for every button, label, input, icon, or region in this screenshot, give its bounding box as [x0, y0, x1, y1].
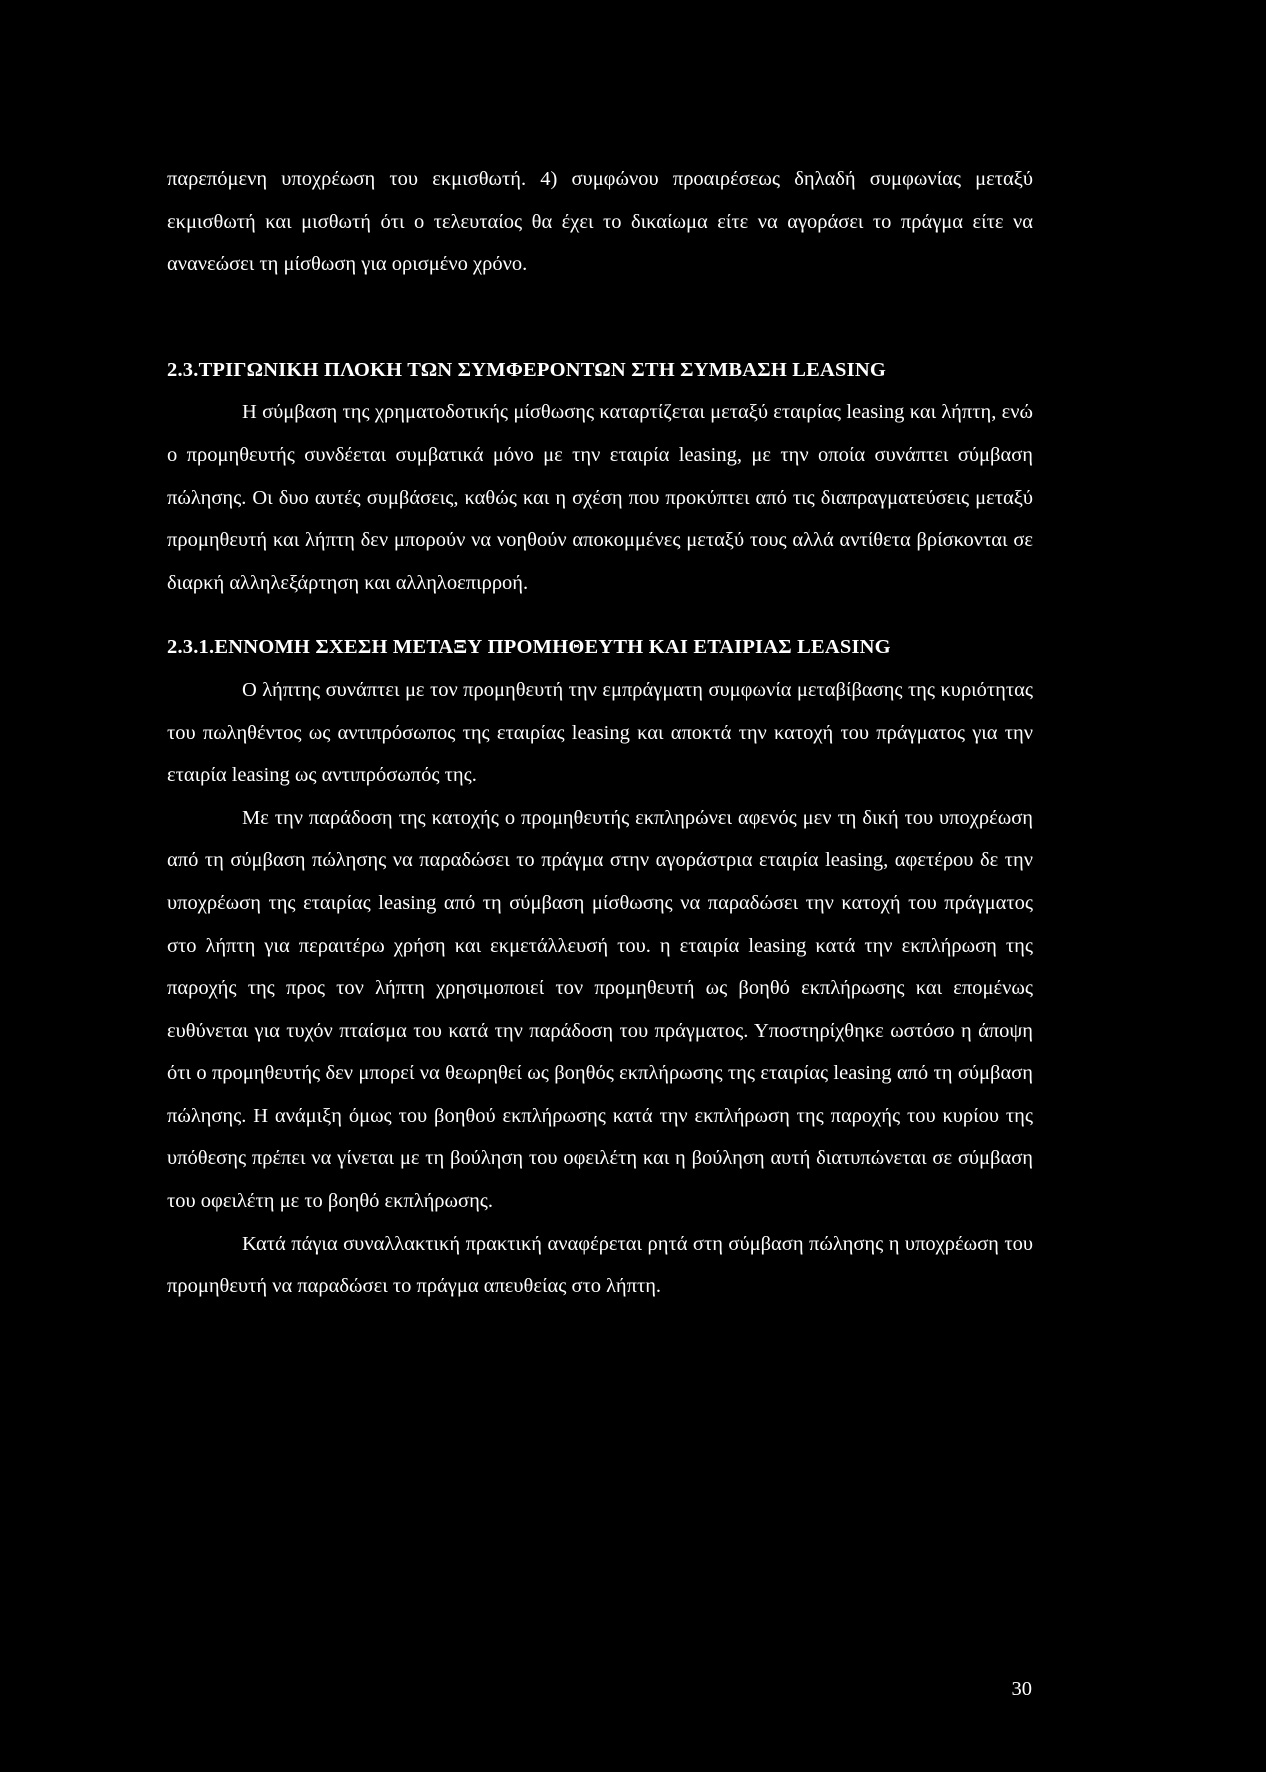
intro-paragraph: παρεπόμενη υποχρέωση του εκμισθωτή. 4) συμφώνου προαιρέσεως δηλαδή συμφωνίας μεταξύ εκμισθωτή και μισθωτή ότι ο τελευταίος θα έχει το δικαίωμα είτε να αγοράσει το πράγμα είτε να ανανεώσει τη μίσθωση για ορισμένο χρόνο.	[167, 168, 1033, 276]
body-paragraph: Κατά πάγια συναλλακτική πρακτική αναφέρεται ρητά στη σύμβαση πώλησης η υποχρέωση του προμηθευτή να παραδώσει το πράγμα απευθείας στο λήπτη.	[167, 1232, 1033, 1298]
section-title: ΤΡΙΓΩΝΙΚΗ ΠΛΟΚΗ ΤΩΝ ΣΥΜΦΕΡΟΝΤΩΝ ΣΤΗ ΣΥΜΒΑΣΗ LEASING	[198, 358, 886, 381]
document-page	[167, 158, 1033, 1308]
section-heading-2-3-1	[167, 626, 1033, 669]
section-number: 2.3.1.	[167, 636, 215, 659]
body-paragraph: Ο λήπτης συνάπτει με τον προμηθευτή την εμπράγματη συμφωνία μεταβίβασης της κυριότητας του πωληθέντος ως αντιπρόσωπος της εταιρίας leasing και αποκτά την κατοχή του πράγματος για την εταιρία leasing ως αντιπρόσωπός της.	[167, 678, 1033, 787]
page-number: 30	[1011, 1678, 1032, 1700]
body-paragraph: Με την παράδοση της κατοχής ο προμηθευτής εκπληρώνει αφενός μεν τη δική του υποχρέωση από τη σύμβαση πώλησης να παραδώσει το πράγμα στην αγοράστρια εταιρία leasing, αφετέρου δε την υποχρέωση της εταιρίας leasing από τη σύμβαση μίσθωσης να παραδώσει την κατοχή του πράγματος στο λήπτη για περαιτέρω χρήση και εκμετάλλευσή του. η εταιρία leasing κατά την εκπλήρωση της παροχής της προς τον λήπτη χρησιμοποιεί τον προμηθευτή ως βοηθό εκπλήρωσης και επομένως ευθύνεται για τυχόν πταίσμα του κατά την παράδοση του πράγματος. Υποστηρίχθηκε ωστόσο η άποψη ότι ο προμηθευτής δεν μπορεί να θεωρηθεί ως βοηθός εκπλήρωσης της εταιρίας leasing από τη σύμβαση πώλησης. Η ανάμιξη όμως του βοηθού εκπλήρωσης κατά την εκπλήρωση της παροχής του κυρίου της υπόθεσης πρέπει να γίνεται με τη βούληση του οφειλέτη και η βούληση αυτή διατυπώνεται σε σύμβαση του οφειλέτη με το βοηθό εκπλήρωσης.	[167, 806, 1033, 1213]
section-title: ΕΝΝΟΜΗ ΣΧΕΣΗ ΜΕΤΑΞΥ ΠΡΟΜΗΘΕΥΤΗ ΚΑΙ ΕΤΑΙΡΙΑΣ LEASING	[214, 636, 891, 659]
body-paragraph: Η σύμβαση της χρηματοδοτικής μίσθωσης καταρτίζεται μεταξύ εταιρίας leasing και λήπτη, ενώ ο προμηθευτής συνδέεται συμβατικά μόνο με την εταιρία leasing, με την οποία συνάπτει σύμβαση πώλησης. Οι δυο αυτές συμβάσεις, καθώς και η σχέση που προκύπτει από τις διαπραγματεύσεις μεταξύ προμηθευτή και λήπτη δεν μπορούν να νοηθούν αποκομμένες μεταξύ τους αλλά αντίθετα βρίσκονται σε διαρκή αλληλεξάρτηση και αλληλοεπιρροή.	[167, 401, 1033, 594]
section-number: 2.3.	[167, 358, 199, 381]
section-heading-2-3	[167, 349, 1033, 392]
